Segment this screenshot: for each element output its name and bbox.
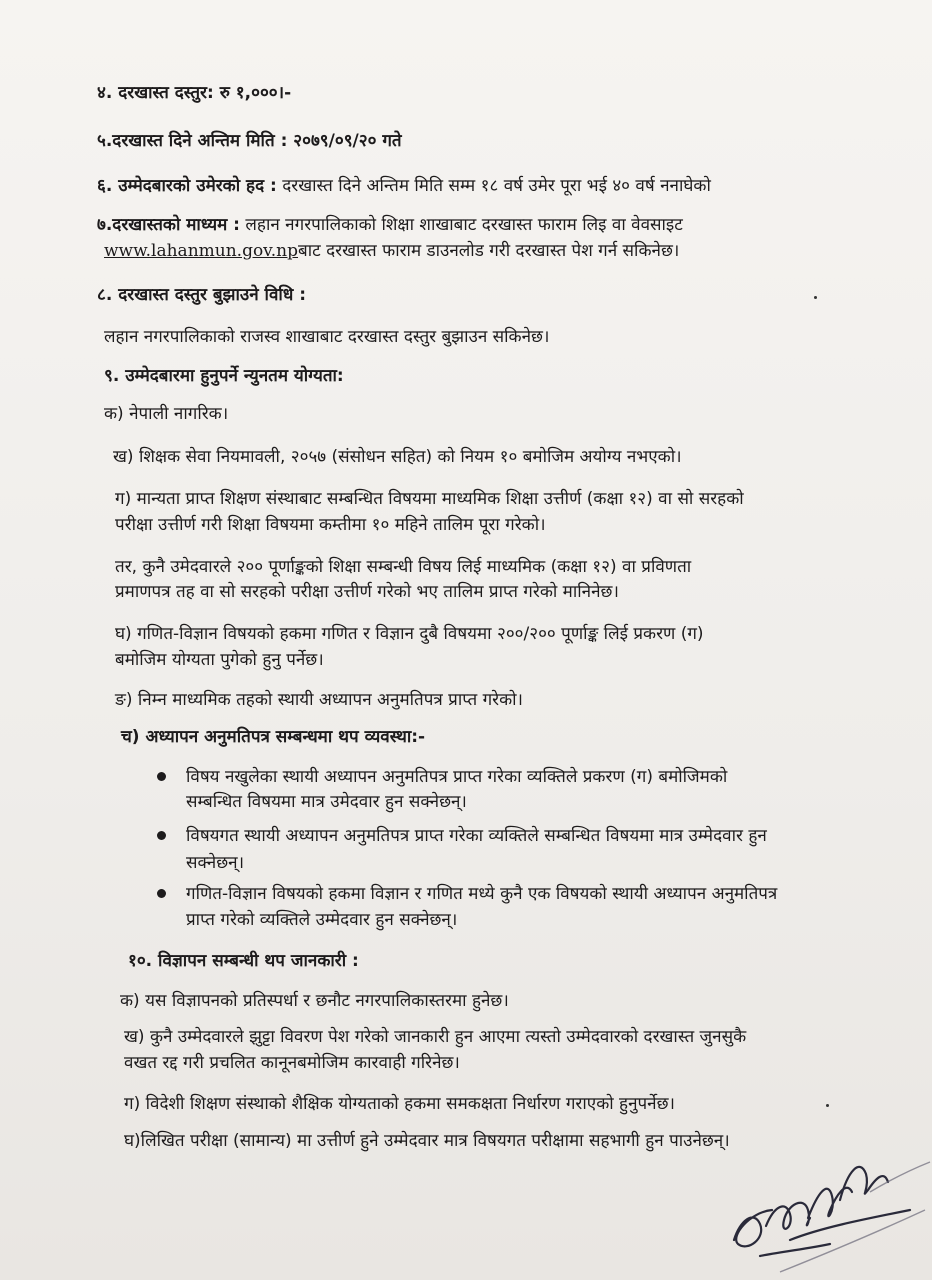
item-9-cha: च) अध्यापन अनुमतिपत्र सम्बन्धमा थप व्यवस्था:- — [121, 727, 426, 747]
item-6-label: ६. उम्मेदबारको उमेरको हद : — [97, 176, 277, 196]
bullet-3-line-1: गणित-विज्ञान विषयको हकमा विज्ञान र गणित मध्ये कुनै एक विषयको स्थायी अध्यापन अनुमतिपत्र — [186, 884, 778, 904]
bullet-1-line-2: सम्बन्धित विषयमा मात्र उमेदवार हुन सक्नेछन्। — [186, 792, 467, 812]
website-link[interactable]: www.lahanmun.gov.np — [104, 241, 299, 261]
item-7-text-2: बाट दरखास्त फाराम डाउनलोड गरी दरखास्त पेश गर्न सकिनेछ। — [298, 241, 680, 261]
item-9-ga-line-1: ग) मान्यता प्राप्त शिक्षण संस्थाबाट सम्बन्धित विषयमा माध्यमिक शिक्षा उत्तीर्ण (कक्षा १२) वा सो सरहको — [115, 489, 744, 509]
item-10-kha-line-1: ख) कुनै उम्मेदवारले झुट्टा विवरण पेश गरेको जानकारी हुन आएमा त्यस्तो उम्मेदवारको दरखास्त जुनसुकै — [124, 1027, 747, 1047]
bullet-icon — [157, 889, 166, 898]
bullet-3-line-2: प्राप्त गरेको व्यक्तिले उम्मेदवार हुन सक्नेछन्। — [186, 910, 458, 930]
item-9-gha-line-1: घ) गणित-विज्ञान विषयको हकमा गणित र विज्ञान दुबै विषयमा २००/२०० पूर्णाङ्क लिई प्रकरण (ग) — [115, 624, 704, 644]
item-9-ka: क) नेपाली नागरिक। — [104, 404, 229, 424]
item-4-fee: ४. दरखास्त दस्तुर: रु १,०००।- — [97, 83, 292, 103]
item-9-kha: ख) शिक्षक सेवा नियमावली, २०५७ (संसोधन सहित) को नियम १० बमोजिम अयोग्य नभएको। — [113, 447, 682, 467]
item-8-label: ८. दरखास्त दस्तुर बुझाउने विधि : — [97, 285, 306, 305]
item-10-kha-line-2: वखत रद्द गरी प्रचलित कानूनबमोजिम कारवाही गरिनेछ। — [124, 1053, 460, 1073]
item-7-text: लहान नगरपालिकाको शिक्षा शाखाबाट दरखास्त फाराम लिइ वा वेवसाइट — [245, 215, 683, 235]
item-6-text: दरखास्त दिने अन्तिम मिति सम्म १८ वर्ष उमेर पूरा भई ४० वर्ष ननाघेको — [282, 176, 711, 196]
signature-image — [720, 1140, 932, 1280]
bullet-2-line-1: विषयगत स्थायी अध्यापन अनुमतिपत्र प्राप्त गरेका व्यक्तिले सम्बन्धित विषयमा मात्र उम्मेदवार हुन — [186, 826, 767, 846]
item-9-gha-line-2: बमोजिम योग्यता पुगेको हुनु पर्नेछ। — [115, 650, 324, 670]
item-9-tara-line-2: प्रमाणपत्र तह वा सो सरहको परीक्षा उत्तीर्ण गरेको भए तालिम प्राप्त गरेको मानिनेछ। — [115, 582, 619, 602]
item-10-gha: घ)लिखित परीक्षा (सामान्य) मा उत्तीर्ण हुने उम्मेदवार मात्र विषयगत परीक्षामा सहभागी हुन पाउनेछन्। — [124, 1131, 730, 1151]
bullet-icon — [157, 831, 166, 840]
speck — [826, 1104, 829, 1107]
bullet-1-line-1: विषय नखुलेका स्थायी अध्यापन अनुमतिपत्र प्राप्त गरेका व्यक्तिले प्रकरण (ग) बमोजिमको — [186, 767, 728, 787]
speck — [814, 296, 817, 299]
item-7-label: ७.दरखास्तको माध्यम : — [97, 215, 240, 235]
item-9-nga: ङ) निम्न माध्यमिक तहको स्थायी अध्यापन अनुमतिपत्र प्राप्त गरेको। — [115, 690, 524, 710]
bullet-icon — [157, 772, 166, 781]
item-10-ga: ग) विदेशी शिक्षण संस्थाको शैक्षिक योग्यताको हकमा समकक्षता निर्धारण गराएको हुनुपर्नेछ। — [124, 1094, 675, 1114]
item-7-medium — [97, 214, 683, 236]
item-6-age-limit — [97, 175, 711, 197]
item-8-text: लहान नगरपालिकाको राजस्व शाखाबाट दरखास्त दस्तुर बुझाउन सकिनेछ। — [104, 327, 550, 347]
item-9-ga-line-2: परीक्षा उत्तीर्ण गरी शिक्षा विषयमा कम्तीमा १० महिने तालिम पूरा गरेको। — [115, 515, 546, 535]
item-10-label: १०. विज्ञापन सम्बन्धी थप जानकारी : — [128, 951, 359, 971]
item-9-label: ९. उम्मेदबारमा हुनुपर्ने न्युनतम योग्यता: — [104, 366, 344, 386]
item-10-ka: क) यस विज्ञापनको प्रतिस्पर्धा र छनौट नगरपालिकास्तरमा हुनेछ। — [120, 991, 509, 1011]
item-7-line-2 — [104, 240, 679, 262]
item-9-tara-line-1: तर, कुनै उमेदवारले २०० पूर्णाङ्कको शिक्षा सम्बन्धी विषय लिई माध्यमिक (कक्षा १२) वा प्रविणता — [115, 557, 692, 577]
item-5-deadline: ५.दरखास्त दिने अन्तिम मिति : २०७९/०९/२० गते — [97, 131, 402, 151]
bullet-2-line-2: सक्नेछन्। — [186, 853, 245, 873]
